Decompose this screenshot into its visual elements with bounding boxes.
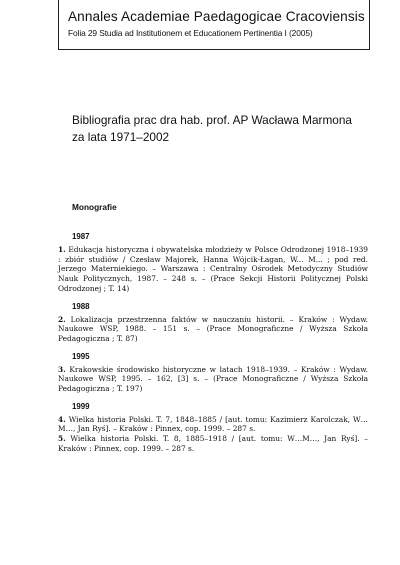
- section-heading: Monografie: [72, 202, 117, 212]
- year-heading: 1988: [72, 301, 90, 311]
- bibliography-entry: [58, 415, 368, 434]
- entry-text: Krakowskie środowisko historyczne w latach 1918–1939. – Kraków : Wydaw. Naukowe WSP, 1995. – 162, [3] s. – (Prace Monograficzne / Wyższa Szkoła Pedagogiczna ; T. 197): [58, 364, 368, 394]
- article-title: [72, 112, 372, 146]
- article-title-line-1: Bibliografia prac dra hab. prof. AP Wacława Marmona: [72, 113, 352, 127]
- year-heading: 1999: [72, 401, 90, 411]
- bibliography-list: [58, 232, 368, 462]
- year-group-1999: [58, 402, 368, 454]
- journal-subtitle: Folia 29 Studia ad Institutionem et Educationem Pertinentia I (2005): [68, 28, 313, 38]
- bibliography-entry: [58, 434, 368, 453]
- journal-header: [58, 0, 370, 50]
- entry-number: 1.: [58, 245, 66, 254]
- bibliography-entry: [58, 365, 368, 394]
- entry-number: 5.: [58, 434, 66, 444]
- entry-text: Edukacja historyczna i obywatelska młodzieży w Polsce Odrodzonej 1918–1939 : zbiór studiów / Czesław Majorek, Hanna Wójcik-Łagan, W... M... ; pod red. Jerzego Materniekiego. – Warszawa : Centralny Ośrodek Metodyczny Studiów Nauk Politycznych, 1987. – 248 s. – (Prace Sekcji Historii Politycznej Polski Odrodzonej ; T. 14): [58, 245, 368, 293]
- entry-text: Wielka historia Polski. T. 7, 1848–1885 / [aut. tomu: Kazimierz Karolczak, W… M…, Jan Ryś]. – Kraków : Pinnex, cop. 1999. – 287 s.: [58, 414, 368, 434]
- bibliography-entry: [58, 315, 368, 344]
- entry-text: Lokalizacja przestrzenna faktów w nauczaniu historii. – Kraków : Wydaw. Naukowe WSP, 1988. – 151 s. – (Prace Monograficzne / Wyższa Szkoła Pedagogiczna ; T. 87): [58, 314, 368, 343]
- year-group-1995: [58, 352, 368, 394]
- entry-number: 2.: [58, 314, 66, 324]
- journal-title: Annales Academiae Paedagogicae Cracoviensis: [68, 9, 365, 24]
- bibliography-entry: [58, 245, 368, 294]
- year-group-1987: [58, 232, 368, 294]
- entry-number: 4.: [58, 414, 66, 424]
- entry-number: 3.: [58, 364, 66, 374]
- year-heading: 1995: [72, 351, 90, 361]
- article-title-line-2: za lata 1971–2002: [72, 130, 170, 144]
- entry-text: Wielka historia Polski. T. 8, 1885–1918 / [aut. tomu: W…M…, Jan Ryś]. – Kraków : Pinnex, cop. 1999. – 287 s.: [58, 434, 368, 453]
- year-heading: 1987: [72, 232, 90, 241]
- year-group-1988: [58, 302, 368, 344]
